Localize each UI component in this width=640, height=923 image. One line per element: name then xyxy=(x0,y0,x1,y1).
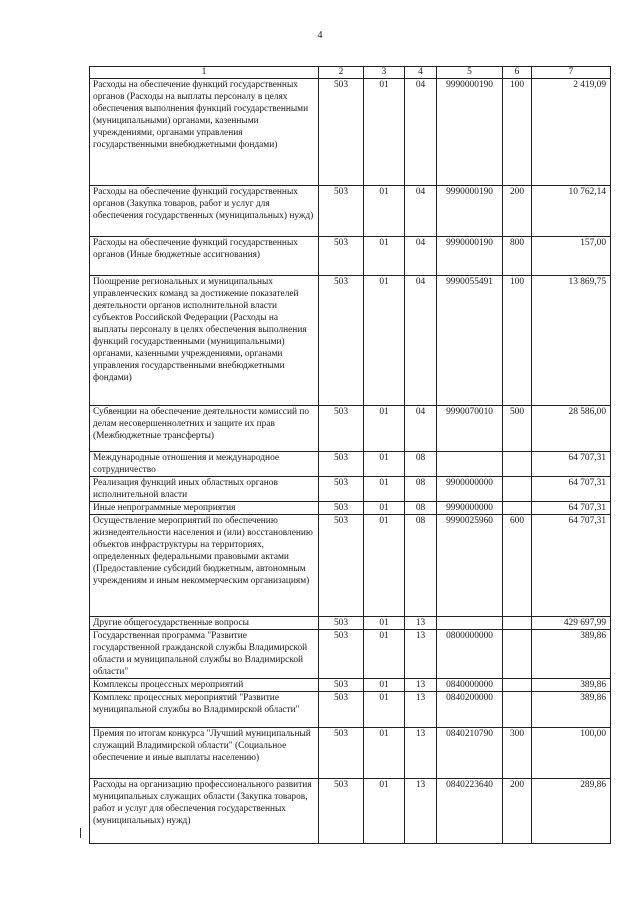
row-name: Субвенции на обеспечение деятельности комиссий по делам несовершеннолетних и защите их прав (Межбюджетные трансферты) xyxy=(90,406,319,452)
table-row xyxy=(90,477,611,502)
table-row xyxy=(90,79,611,186)
row-amount: 64 707,31 xyxy=(532,477,611,502)
row-amount: 64 707,31 xyxy=(532,502,611,515)
table-body xyxy=(90,79,611,844)
row-amount: 289,86 xyxy=(532,779,611,844)
row-expense-type: 300 xyxy=(503,728,532,779)
page-number: 4 xyxy=(317,30,323,41)
row-expense-type: 100 xyxy=(503,276,532,406)
row-name: Иные непрограммные мероприятия xyxy=(90,502,319,515)
row-ved-code: 503 xyxy=(319,237,364,276)
row-name: Комплекс процессных мероприятий "Развитие муниципальной службы во Владимирской области" xyxy=(90,692,319,728)
table-row xyxy=(90,728,611,779)
row-subsection-code: 13 xyxy=(405,779,437,844)
row-section-code: 01 xyxy=(364,452,405,477)
table-row xyxy=(90,779,611,844)
row-target-article: 9990055491 xyxy=(437,276,503,406)
row-ved-code: 503 xyxy=(319,502,364,515)
row-ved-code: 503 xyxy=(319,186,364,237)
row-expense-type xyxy=(503,502,532,515)
row-name: Комплексы процессных мероприятий xyxy=(90,679,319,692)
column-header: 6 xyxy=(503,67,532,79)
row-name: Другие общегосударственные вопросы xyxy=(90,617,319,630)
row-section-code: 01 xyxy=(364,79,405,186)
row-section-code: 01 xyxy=(364,186,405,237)
table-row xyxy=(90,452,611,477)
row-name: Расходы на организацию профессионального развития муниципальных служащих области (Закупка товаров, работ и услуг для обеспечения государственных (муниципальных) нужд) xyxy=(90,779,319,844)
column-header: 3 xyxy=(364,67,405,79)
row-ved-code: 503 xyxy=(319,728,364,779)
row-section-code: 01 xyxy=(364,630,405,679)
row-subsection-code: 08 xyxy=(405,502,437,515)
row-subsection-code: 13 xyxy=(405,630,437,679)
row-subsection-code: 08 xyxy=(405,452,437,477)
row-expense-type: 100 xyxy=(503,79,532,186)
budget-table xyxy=(89,66,611,844)
row-section-code: 01 xyxy=(364,406,405,452)
row-name: Премия по итогам конкурса "Лучший муниципальный служащий Владимирской области" (Социальное обеспечение и иные выплаты населению) xyxy=(90,728,319,779)
table-row xyxy=(90,515,611,617)
table-row xyxy=(90,406,611,452)
row-target-article xyxy=(437,452,503,477)
row-expense-type xyxy=(503,679,532,692)
row-section-code: 01 xyxy=(364,237,405,276)
row-ved-code: 503 xyxy=(319,692,364,728)
row-subsection-code: 08 xyxy=(405,477,437,502)
row-target-article: 9990070010 xyxy=(437,406,503,452)
table-row xyxy=(90,237,611,276)
row-target-article: 9990000190 xyxy=(437,237,503,276)
row-subsection-code: 04 xyxy=(405,79,437,186)
row-section-code: 01 xyxy=(364,515,405,617)
column-header: 5 xyxy=(437,67,503,79)
table-row xyxy=(90,502,611,515)
row-section-code: 01 xyxy=(364,692,405,728)
row-ved-code: 503 xyxy=(319,452,364,477)
margin-mark xyxy=(80,828,81,838)
row-subsection-code: 08 xyxy=(405,515,437,617)
row-ved-code: 503 xyxy=(319,276,364,406)
row-expense-type xyxy=(503,452,532,477)
row-amount: 157,00 xyxy=(532,237,611,276)
row-section-code: 01 xyxy=(364,779,405,844)
row-amount: 389,86 xyxy=(532,630,611,679)
row-target-article: 0800000000 xyxy=(437,630,503,679)
row-ved-code: 503 xyxy=(319,630,364,679)
row-subsection-code: 04 xyxy=(405,186,437,237)
row-expense-type xyxy=(503,617,532,630)
row-subsection-code: 04 xyxy=(405,237,437,276)
row-section-code: 01 xyxy=(364,617,405,630)
table-row xyxy=(90,630,611,679)
row-ved-code: 503 xyxy=(319,679,364,692)
row-target-article: 0840200000 xyxy=(437,692,503,728)
column-header: 2 xyxy=(319,67,364,79)
row-amount: 100,00 xyxy=(532,728,611,779)
row-expense-type xyxy=(503,692,532,728)
row-expense-type: 200 xyxy=(503,186,532,237)
row-section-code: 01 xyxy=(364,276,405,406)
row-name: Расходы на обеспечение функций государственных органов (Иные бюджетные ассигнования) xyxy=(90,237,319,276)
row-amount: 429 697,99 xyxy=(532,617,611,630)
row-expense-type: 600 xyxy=(503,515,532,617)
row-subsection-code: 13 xyxy=(405,617,437,630)
row-name: Осуществление мероприятий по обеспечению жизнедеятельности населения и (или) восстановлению объектов инфраструктуры на территориях, определенных федеральными правовыми актами (Предоставление субсидий бюджетным, автономным учреждениям и иным некоммерческим организациям) xyxy=(90,515,319,617)
row-expense-type: 500 xyxy=(503,406,532,452)
row-amount: 389,86 xyxy=(532,679,611,692)
table-row xyxy=(90,617,611,630)
row-amount: 2 419,09 xyxy=(532,79,611,186)
row-target-article: 9900000000 xyxy=(437,477,503,502)
row-name: Поощрение региональных и муниципальных управленческих команд за достижение показателей деятельности органов исполнительной власти субъектов Российской Федерации (Расходы на выплаты персоналу в целях обеспечения выполнения функций государственными (муниципальными) органами, казенными учреждениями, органами управления государственными внебюджетными фондами) xyxy=(90,276,319,406)
table-row xyxy=(90,186,611,237)
row-ved-code: 503 xyxy=(319,406,364,452)
row-name: Реализация функций иных областных органов исполнительной власти xyxy=(90,477,319,502)
row-amount: 10 762,14 xyxy=(532,186,611,237)
row-subsection-code: 04 xyxy=(405,406,437,452)
row-expense-type: 200 xyxy=(503,779,532,844)
row-section-code: 01 xyxy=(364,477,405,502)
row-name: Государственная программа "Развитие государственной гражданской службы Владимирской области и муниципальной службы во Владимирской области" xyxy=(90,630,319,679)
row-target-article: 9990025960 xyxy=(437,515,503,617)
row-target-article xyxy=(437,617,503,630)
row-amount: 389,86 xyxy=(532,692,611,728)
row-target-article: 9990000000 xyxy=(437,502,503,515)
row-amount: 64 707,31 xyxy=(532,452,611,477)
row-expense-type xyxy=(503,630,532,679)
row-target-article: 0840223640 xyxy=(437,779,503,844)
row-amount: 64 707,31 xyxy=(532,515,611,617)
row-ved-code: 503 xyxy=(319,617,364,630)
table-header-row xyxy=(90,67,611,79)
row-amount: 13 869,75 xyxy=(532,276,611,406)
row-section-code: 01 xyxy=(364,679,405,692)
row-subsection-code: 04 xyxy=(405,276,437,406)
table-row xyxy=(90,692,611,728)
row-expense-type xyxy=(503,477,532,502)
column-header: 1 xyxy=(90,67,319,79)
row-ved-code: 503 xyxy=(319,515,364,617)
row-target-article: 0840210790 xyxy=(437,728,503,779)
row-ved-code: 503 xyxy=(319,477,364,502)
row-subsection-code: 13 xyxy=(405,692,437,728)
row-target-article: 9990000190 xyxy=(437,186,503,237)
row-name: Расходы на обеспечение функций государственных органов (Расходы на выплаты персоналу в целях обеспечения выполнения функций государственными (муниципальными) органами, казенными учреждениями, органами управления государственными внебюджетными фондами) xyxy=(90,79,319,186)
row-ved-code: 503 xyxy=(319,79,364,186)
table-row xyxy=(90,679,611,692)
row-amount: 28 586,00 xyxy=(532,406,611,452)
row-ved-code: 503 xyxy=(319,779,364,844)
table-row xyxy=(90,276,611,406)
row-target-article: 0840000000 xyxy=(437,679,503,692)
row-subsection-code: 13 xyxy=(405,679,437,692)
row-subsection-code: 13 xyxy=(405,728,437,779)
row-section-code: 01 xyxy=(364,728,405,779)
column-header: 4 xyxy=(405,67,437,79)
row-section-code: 01 xyxy=(364,502,405,515)
row-name: Международные отношения и международное сотрудничество xyxy=(90,452,319,477)
column-header: 7 xyxy=(532,67,611,79)
row-name: Расходы на обеспечение функций государственных органов (Закупка товаров, работ и услуг для обеспечения государственных (муниципальных) нужд) xyxy=(90,186,319,237)
row-target-article: 9990000190 xyxy=(437,79,503,186)
row-expense-type: 800 xyxy=(503,237,532,276)
